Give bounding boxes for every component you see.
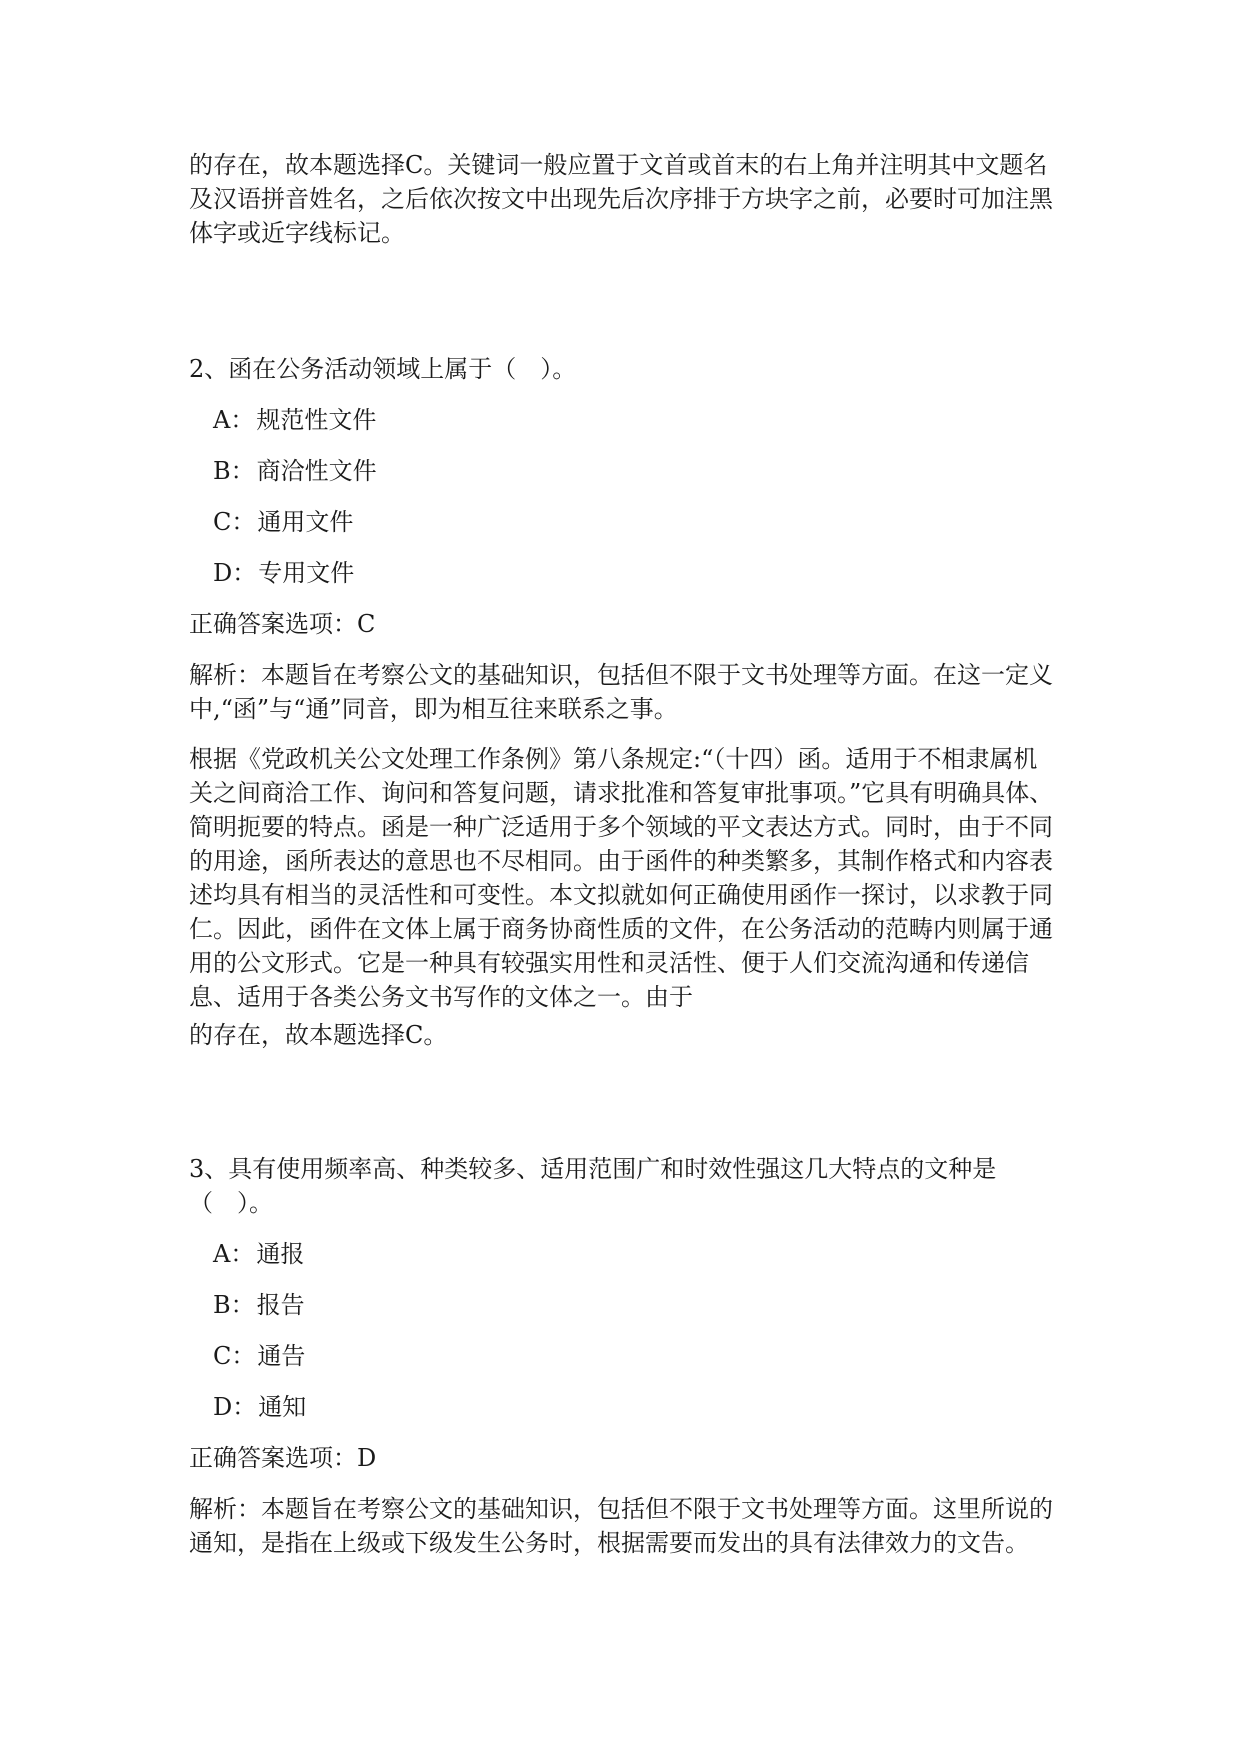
option-letter: A： [213, 1240, 255, 1268]
intro-paragraph: 的存在，故本题选择C。关键词一般应置于文首或首末的右上角并注明其中文题名及汉语拼音姓名，之后依次按文中出现先后次序排于方块字之前，必要时可加注黑体字或近字线标记。 [189, 151, 1053, 247]
question-3-option-a [213, 1237, 304, 1271]
option-text: 报告 [256, 1291, 305, 1319]
option-text: 规范性文件 [256, 406, 377, 434]
question-2-analysis-conclusion: 的存在，故本题选择C。 [189, 1021, 448, 1049]
question-3-option-c [213, 1339, 305, 1373]
option-letter: B： [213, 457, 255, 485]
option-letter: D： [213, 1393, 257, 1421]
option-letter: D： [213, 559, 257, 587]
question-3-answer: 正确答案选项：D [189, 1444, 377, 1472]
option-letter: A： [213, 406, 255, 434]
option-letter: C： [213, 1342, 256, 1370]
option-letter: B： [213, 1291, 255, 1319]
option-text: 通报 [256, 1240, 305, 1268]
question-2-option-b [213, 454, 377, 488]
option-text: 商洽性文件 [256, 457, 377, 485]
question-2-option-c [213, 505, 353, 539]
question-2-option-a [213, 403, 376, 437]
question-2-stem: 2、函在公务活动领域上属于（ ）。 [189, 355, 577, 383]
question-2-analysis: 解析：本题旨在考察公文的基础知识，包括但不限于文书处理等方面。在这一定义中,“函”与“通”同音，即为相互往来联系之事。 [189, 661, 1053, 723]
option-text: 专用文件 [258, 559, 355, 587]
option-text: 通知 [258, 1393, 307, 1421]
option-letter: C： [213, 508, 256, 536]
question-2-option-d [213, 556, 354, 590]
question-2-analysis-detail: 根据《党政机关公文处理工作条例》第八条规定:“（十四）函。适用于不相隶属机关之间商洽工作、询问和答复问题，请求批准和答复审批事项。”它具有明确具体、简明扼要的特点。函是一种广泛适用于多个领域的平文表达方式。同时，由于不同的用途，函所表达的意思也不尽相同。由于函件的种类繁多，其制作格式和内容表述均具有相当的灵活性和可变性。本文拟就如何正确使用函作一探讨，以求教于同仁。因此，函件在文体上属于商务协商性质的文件，在公务活动的范畴内则属于通用的公文形式。它是一种具有较强实用性和灵活性、便于人们交流沟通和传递信息、适用于各类公务文书写作的文体之一。由于 [189, 745, 1054, 1011]
option-text: 通用文件 [257, 508, 354, 536]
question-3-option-b [213, 1288, 305, 1322]
question-2-answer: 正确答案选项：C [189, 610, 376, 638]
question-3-analysis: 解析：本题旨在考察公文的基础知识，包括但不限于文书处理等方面。这里所说的通知，是指在上级或下级发生公务时，根据需要而发出的具有法律效力的文告。 [189, 1495, 1053, 1557]
question-3-stem: 3、具有使用频率高、种类较多、适用范围广和时效性强这几大特点的文种是（ ）。 [189, 1155, 997, 1217]
option-text: 通告 [257, 1342, 306, 1370]
question-3-option-d [213, 1390, 306, 1424]
